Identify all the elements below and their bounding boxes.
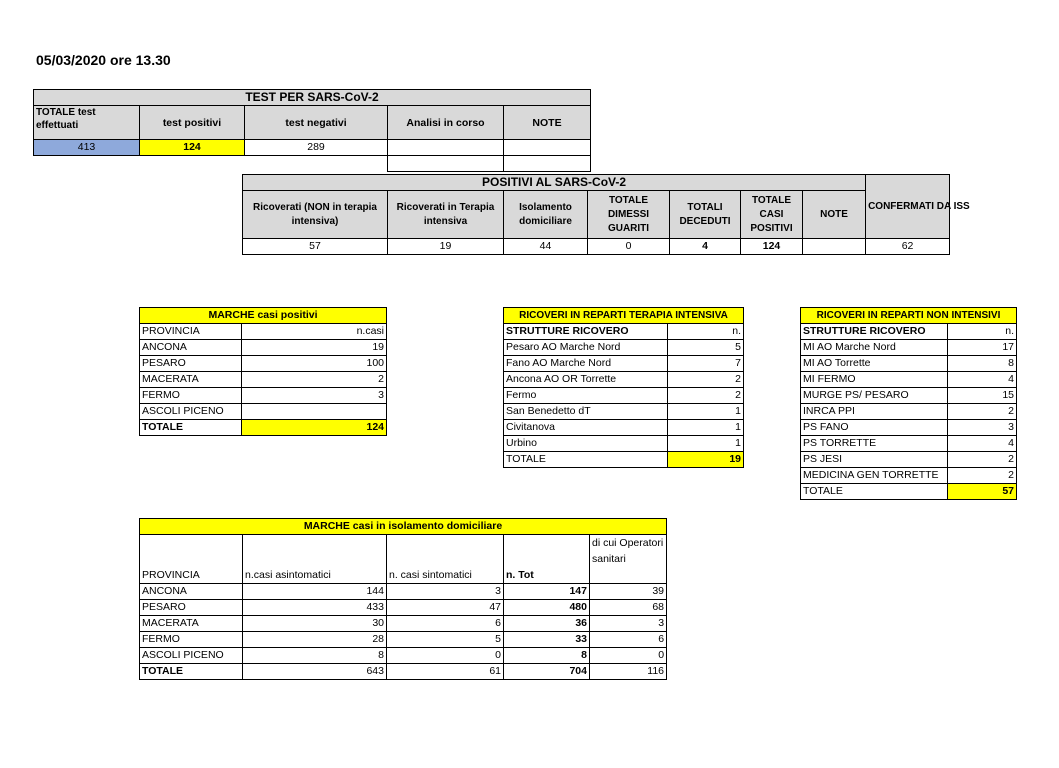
positivi-value-isolamento: 44 bbox=[504, 239, 588, 255]
non-intensivi-table bbox=[800, 307, 1017, 500]
terapia-intensiva-title: RICOVERI IN REPARTI TERAPIA INTENSIVA bbox=[504, 308, 744, 324]
isolamento-table bbox=[139, 518, 667, 680]
marche-positivi-table bbox=[139, 307, 387, 436]
structure-name: PS JESI bbox=[801, 452, 948, 468]
table-row bbox=[801, 372, 1017, 388]
structure-value: 5 bbox=[668, 340, 744, 356]
tot-value: 480 bbox=[504, 600, 590, 616]
tot-value: 33 bbox=[504, 632, 590, 648]
positivi-header-note: NOTE bbox=[803, 191, 866, 239]
province-value: 100 bbox=[242, 356, 387, 372]
table-row bbox=[140, 404, 387, 420]
non-intensivi-total-label: TOTALE bbox=[801, 484, 948, 500]
structure-name: PS TORRETTE bbox=[801, 436, 948, 452]
terapia-intensiva-table bbox=[503, 307, 744, 468]
non-intensivi-col-strutture: STRUTTURE RICOVERO bbox=[801, 324, 948, 340]
table-row bbox=[801, 436, 1017, 452]
test-table bbox=[33, 89, 591, 172]
isolamento-total-op: 116 bbox=[590, 664, 667, 680]
structure-name: MI FERMO bbox=[801, 372, 948, 388]
structure-value: 2 bbox=[948, 452, 1017, 468]
province-name: FERMO bbox=[140, 388, 242, 404]
test-value-note bbox=[504, 140, 591, 156]
asint-value: 30 bbox=[243, 616, 387, 632]
province-value: 19 bbox=[242, 340, 387, 356]
positivi-value-iss: 62 bbox=[866, 239, 950, 255]
table-row bbox=[504, 388, 744, 404]
marche-positivi-col-provincia: PROVINCIA bbox=[140, 324, 242, 340]
op-value: 6 bbox=[590, 632, 667, 648]
structure-name: MI AO Marche Nord bbox=[801, 340, 948, 356]
test-value-negativi: 289 bbox=[245, 140, 388, 156]
province-name: ANCONA bbox=[140, 340, 242, 356]
province-value: 2 bbox=[242, 372, 387, 388]
isolamento-header-sintomatici: n. casi sintomatici bbox=[387, 535, 504, 584]
test-header-analisi: Analisi in corso bbox=[388, 106, 504, 140]
sint-value: 6 bbox=[387, 616, 504, 632]
non-intensivi-col-n: n. bbox=[948, 324, 1017, 340]
structure-name: PS FANO bbox=[801, 420, 948, 436]
structure-value: 4 bbox=[948, 436, 1017, 452]
table-row bbox=[140, 356, 387, 372]
test-blank-analisi bbox=[388, 156, 504, 172]
positivi-value-totale: 124 bbox=[741, 239, 803, 255]
structure-name: MURGE PS/ PESARO bbox=[801, 388, 948, 404]
terapia-intensiva-col-strutture: STRUTTURE RICOVERO bbox=[504, 324, 668, 340]
sint-value: 47 bbox=[387, 600, 504, 616]
op-value: 3 bbox=[590, 616, 667, 632]
asint-value: 28 bbox=[243, 632, 387, 648]
table-row bbox=[801, 468, 1017, 484]
positivi-table bbox=[242, 174, 970, 255]
terapia-intensiva-total-value: 19 bbox=[668, 452, 744, 468]
table-row-total bbox=[140, 664, 667, 680]
province-name: FERMO bbox=[140, 632, 243, 648]
province-name: PESARO bbox=[140, 356, 242, 372]
isolamento-header-provincia: PROVINCIA bbox=[140, 535, 243, 584]
non-intensivi-total-value: 57 bbox=[948, 484, 1017, 500]
op-value: 39 bbox=[590, 584, 667, 600]
province-name: ASCOLI PICENO bbox=[140, 648, 243, 664]
marche-positivi-total-value: 124 bbox=[242, 420, 387, 436]
province-name: PESARO bbox=[140, 600, 243, 616]
structure-name: San Benedetto dT bbox=[504, 404, 668, 420]
isolamento-header-tot: n. Tot bbox=[504, 535, 590, 584]
structure-value: 1 bbox=[668, 420, 744, 436]
table-row bbox=[140, 616, 667, 632]
asint-value: 433 bbox=[243, 600, 387, 616]
structure-name: INRCA PPI bbox=[801, 404, 948, 420]
sint-value: 5 bbox=[387, 632, 504, 648]
province-name: ASCOLI PICENO bbox=[140, 404, 242, 420]
table-row bbox=[140, 584, 667, 600]
positivi-header-ti: Ricoverati in Terapia intensiva bbox=[388, 191, 504, 239]
table-row bbox=[801, 420, 1017, 436]
positivi-header-deceduti: TOTALI DECEDUTI bbox=[670, 191, 741, 239]
op-value: 0 bbox=[590, 648, 667, 664]
asint-value: 144 bbox=[243, 584, 387, 600]
test-value-analisi bbox=[388, 140, 504, 156]
table-row bbox=[504, 436, 744, 452]
positivi-value-deceduti: 4 bbox=[670, 239, 741, 255]
asint-value: 8 bbox=[243, 648, 387, 664]
structure-value: 2 bbox=[668, 388, 744, 404]
test-header-note: NOTE bbox=[504, 106, 591, 140]
non-intensivi-title: RICOVERI IN REPARTI NON INTENSIVI bbox=[801, 308, 1017, 324]
structure-value: 8 bbox=[948, 356, 1017, 372]
table-row bbox=[140, 600, 667, 616]
structure-value: 2 bbox=[948, 404, 1017, 420]
structure-value: 17 bbox=[948, 340, 1017, 356]
terapia-intensiva-total-label: TOTALE bbox=[504, 452, 668, 468]
test-value-positivi: 124 bbox=[140, 140, 245, 156]
positivi-header-dimessi: TOTALE DIMESSI GUARITI bbox=[588, 191, 670, 239]
test-header-totale: TOTALE test effettuati bbox=[34, 106, 140, 140]
structure-name: Pesaro AO Marche Nord bbox=[504, 340, 668, 356]
structure-name: Ancona AO OR Torrette bbox=[504, 372, 668, 388]
structure-value: 3 bbox=[948, 420, 1017, 436]
test-blank-note bbox=[504, 156, 591, 172]
table-row bbox=[801, 404, 1017, 420]
positivi-value-ricoverati: 57 bbox=[243, 239, 388, 255]
positivi-header-ricoverati: Ricoverati (NON in terapia intensiva) bbox=[243, 191, 388, 239]
positivi-value-note bbox=[803, 239, 866, 255]
structure-value: 1 bbox=[668, 436, 744, 452]
sint-value: 0 bbox=[387, 648, 504, 664]
report-date: 05/03/2020 ore 13.30 bbox=[36, 52, 171, 68]
isolamento-header-asintomatici: n.casi asintomatici bbox=[243, 535, 387, 584]
structure-value: 2 bbox=[668, 372, 744, 388]
table-row bbox=[504, 340, 744, 356]
province-value bbox=[242, 404, 387, 420]
sint-value: 3 bbox=[387, 584, 504, 600]
province-value: 3 bbox=[242, 388, 387, 404]
positivi-title: POSITIVI AL SARS-CoV-2 bbox=[243, 175, 866, 191]
test-title: TEST PER SARS-CoV-2 bbox=[34, 90, 591, 106]
op-value: 68 bbox=[590, 600, 667, 616]
structure-name: Civitanova bbox=[504, 420, 668, 436]
table-row bbox=[140, 372, 387, 388]
province-name: MACERATA bbox=[140, 372, 242, 388]
positivi-value-dimessi: 0 bbox=[588, 239, 670, 255]
isolamento-total-sint: 61 bbox=[387, 664, 504, 680]
structure-value: 15 bbox=[948, 388, 1017, 404]
positivi-header-totale: TOTALE CASI POSITIVI bbox=[741, 191, 803, 239]
test-header-negativi: test negativi bbox=[245, 106, 388, 140]
tot-value: 36 bbox=[504, 616, 590, 632]
structure-name: Fermo bbox=[504, 388, 668, 404]
table-row bbox=[504, 372, 744, 388]
isolamento-title: MARCHE casi in isolamento domiciliare bbox=[140, 519, 667, 535]
positivi-header-isolamento: Isolamento domiciliare bbox=[504, 191, 588, 239]
isolamento-total-asint: 643 bbox=[243, 664, 387, 680]
structure-value: 1 bbox=[668, 404, 744, 420]
table-row bbox=[801, 340, 1017, 356]
table-row bbox=[504, 420, 744, 436]
terapia-intensiva-col-n: n. bbox=[668, 324, 744, 340]
marche-positivi-title: MARCHE casi positivi bbox=[140, 308, 387, 324]
table-row bbox=[140, 340, 387, 356]
table-row bbox=[504, 356, 744, 372]
structure-name: MEDICINA GEN TORRETTE bbox=[801, 468, 948, 484]
table-row bbox=[801, 356, 1017, 372]
isolamento-total-label: TOTALE bbox=[140, 664, 243, 680]
province-name: MACERATA bbox=[140, 616, 243, 632]
marche-positivi-total-label: TOTALE bbox=[140, 420, 242, 436]
tot-value: 8 bbox=[504, 648, 590, 664]
table-row bbox=[801, 388, 1017, 404]
structure-value: 4 bbox=[948, 372, 1017, 388]
tot-value: 147 bbox=[504, 584, 590, 600]
isolamento-total-tot: 704 bbox=[504, 664, 590, 680]
isolamento-header-operatori: di cui Operatori sanitari bbox=[590, 535, 667, 584]
structure-value: 2 bbox=[948, 468, 1017, 484]
marche-positivi-col-ncasi: n.casi bbox=[242, 324, 387, 340]
test-header-positivi: test positivi bbox=[140, 106, 245, 140]
structure-name: Urbino bbox=[504, 436, 668, 452]
structure-value: 7 bbox=[668, 356, 744, 372]
structure-name: Fano AO Marche Nord bbox=[504, 356, 668, 372]
table-row bbox=[801, 452, 1017, 468]
structure-name: MI AO Torrette bbox=[801, 356, 948, 372]
test-value-totale: 413 bbox=[34, 140, 140, 156]
positivi-value-ti: 19 bbox=[388, 239, 504, 255]
positivi-header-iss: CONFERMATI DA ISS bbox=[866, 175, 950, 239]
table-row bbox=[504, 404, 744, 420]
table-row bbox=[140, 648, 667, 664]
table-row bbox=[140, 388, 387, 404]
province-name: ANCONA bbox=[140, 584, 243, 600]
table-row bbox=[140, 632, 667, 648]
